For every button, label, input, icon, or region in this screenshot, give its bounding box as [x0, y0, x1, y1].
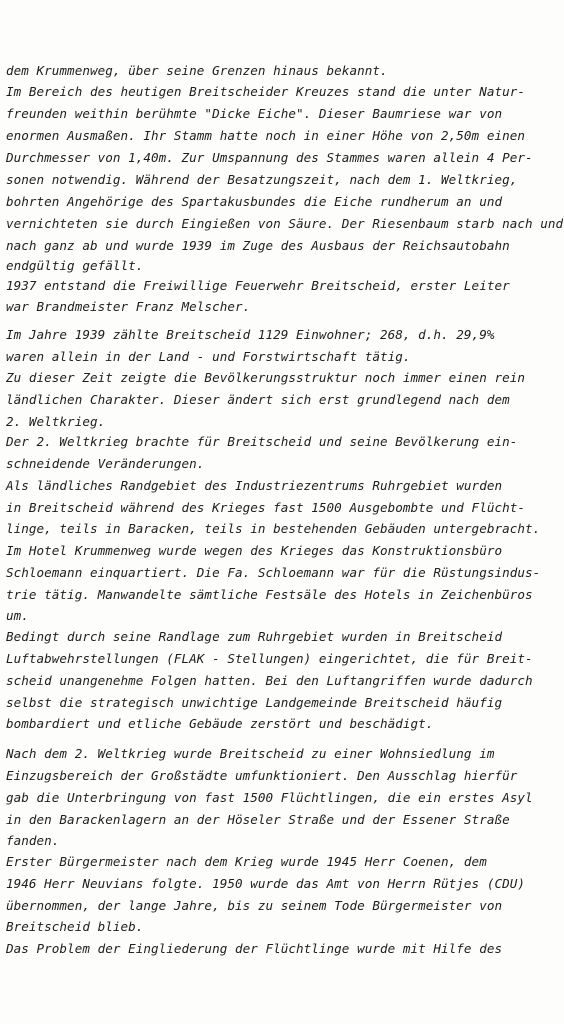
text-line: endgültig gefällt. [6, 258, 144, 273]
text-line: Im Hotel Krummenweg wurde wegen des Krieges das Konstruktionsbüro [6, 543, 503, 558]
text-line: Durchmesser von 1,40m. Zur Umspannung des Stammes waren allein 4 Per- [6, 150, 533, 165]
text-line: 1937 entstand die Freiwillige Feuerwehr Breitscheid, erster Leiter [6, 278, 510, 293]
text-line: Schloemann einquartiert. Die Fa. Schloemann war für die Rüstungsindus- [6, 565, 541, 580]
text-line: Das Problem der Eingliederung der Flüchtlinge wurde mit Hilfe des [6, 941, 503, 956]
text-line: ländlichen Charakter. Dieser ändert sich erst grundlegend nach dem [6, 392, 510, 407]
text-line: selbst die strategisch unwichtige Landgemeinde Breitscheid häufig [6, 695, 503, 710]
text-line: scheid unangenehme Folgen hatten. Bei den Luftangriffen wurde dadurch [6, 673, 533, 688]
text-line: um. [6, 608, 29, 623]
text-line: übernommen, der lange Jahre, bis zu seinem Tode Bürgermeister von [6, 898, 503, 913]
text-line: 2. Weltkrieg. [6, 414, 106, 429]
text-line: Der 2. Weltkrieg brachte für Breitscheid und seine Bevölkerung ein- [6, 434, 518, 449]
text-line: in Breitscheid während des Krieges fast 1500 Ausgebombte und Flücht- [6, 500, 525, 515]
text-line: Zu dieser Zeit zeigte die Bevölkerungsstruktur noch immer einen rein [6, 370, 525, 385]
text-line: linge, teils in Baracken, teils in bestehenden Gebäuden untergebracht. [6, 521, 541, 536]
text-line: Luftabwehrstellungen (FLAK - Stellungen) eingerichtet, die für Breit- [6, 651, 533, 666]
text-line: Breitscheid blieb. [6, 919, 144, 934]
text-line: bombardiert und etliche Gebäude zerstört und beschädigt. [6, 716, 434, 731]
text-line: Nach dem 2. Weltkrieg wurde Breitscheid zu einer Wohnsiedlung im [6, 746, 495, 761]
text-line: waren allein in der Land - und Forstwirtschaft tätig. [6, 349, 411, 364]
text-line: sonen notwendig. Während der Besatzungszeit, nach dem 1. Weltkrieg, [6, 172, 518, 187]
text-line: Im Jahre 1939 zählte Breitscheid 1129 Einwohner; 268, d.h. 29,9% [6, 327, 495, 342]
text-line: 1946 Herr Neuvians folgte. 1950 wurde das Amt von Herrn Rütjes (CDU) [6, 876, 525, 891]
text-line: Als ländliches Randgebiet des Industriezentrums Ruhrgebiet wurden [6, 478, 503, 493]
text-line: Einzugsbereich der Großstädte umfunktioniert. Den Ausschlag hierfür [6, 768, 518, 783]
text-line: Bedingt durch seine Randlage zum Ruhrgebiet wurden in Breitscheid [6, 629, 503, 644]
text-line: fanden. [6, 833, 60, 848]
text-line: in den Barackenlagern an der Höseler Straße und der Essener Straße [6, 812, 510, 827]
text-line: dem Krummenweg, über seine Grenzen hinaus bekannt. [6, 63, 388, 78]
text-line: gab die Unterbringung von fast 1500 Flüchtlingen, die ein erstes Asyl [6, 790, 533, 805]
text-line: nach ganz ab und wurde 1939 im Zuge des Ausbaus der Reichsautobahn [6, 238, 510, 253]
text-line: Im Bereich des heutigen Breitscheider Kreuzes stand die unter Natur- [6, 84, 525, 99]
text-line: war Brandmeister Franz Melscher. [6, 299, 251, 314]
text-line: bohrten Angehörige des Spartakusbundes die Eiche rundherum an und [6, 194, 503, 209]
text-line: schneidende Veränderungen. [6, 456, 205, 471]
text-line: trie tätig. Manwandelte sämtliche Festsäle des Hotels in Zeichenbüros [6, 587, 533, 602]
text-line: vernichteten sie durch Eingießen von Säure. Der Riesenbaum starb nach und [6, 216, 564, 231]
text-line: Erster Bürgermeister nach dem Krieg wurde 1945 Herr Coenen, dem [6, 854, 487, 869]
text-line: enormen Ausmaßen. Ihr Stamm hatte noch in einer Höhe von 2,50m einen [6, 128, 525, 143]
text-line: freunden weithin berühmte "Dicke Eiche". Dieser Baumriese war von [6, 106, 503, 121]
